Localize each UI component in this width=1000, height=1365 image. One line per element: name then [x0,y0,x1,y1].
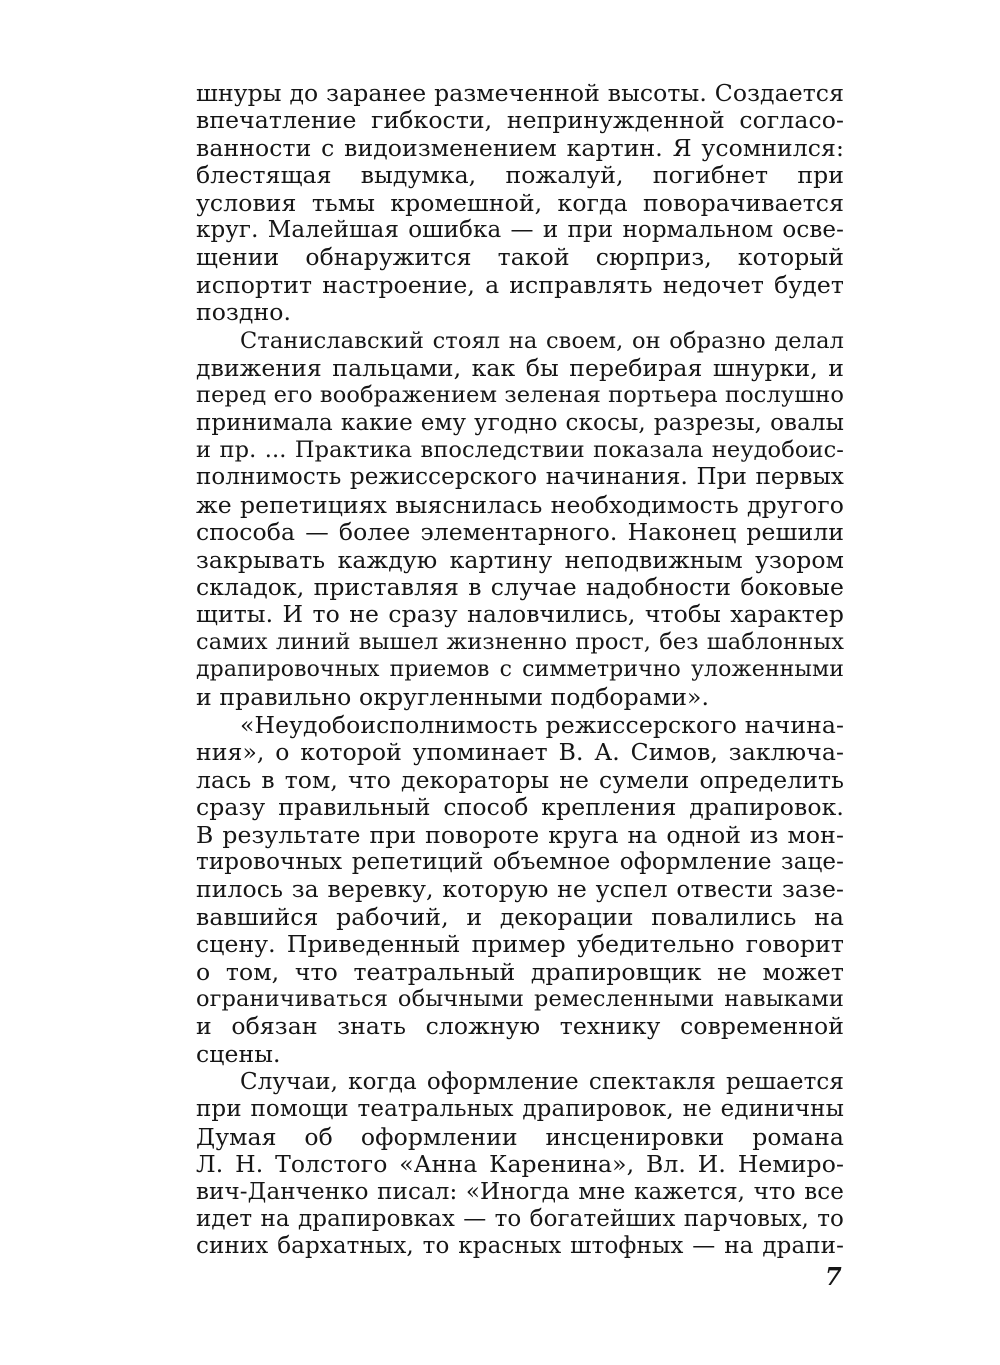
text-line: лась в том, что декораторы не сумели определить [196,765,844,794]
paragraph-1 [196,80,844,327]
text-line: условия тьмы кромешной, когда поворачивается [196,188,844,217]
text-line: пилось за веревку, которую не успел отвести зазе- [196,875,844,904]
paragraph-2 [196,328,844,711]
text-line: складок, приставляя в случае надобности боковые [196,573,844,602]
text-line: синих бархатных, то красных штофных — на драпи- [196,1233,844,1260]
text-line: вич-Данченко писал: «Иногда мне кажется, что все [196,1178,844,1205]
text-line: принимала какие ему угодно скосы, разрезы, овалы [196,409,844,436]
text-line: и обязан знать сложную технику современной [196,1012,844,1041]
text-line: «Неудобоисполнимость режиссерского начина- [240,710,844,739]
text-line: В результате при повороте круга на одной из мон- [196,820,844,849]
page-body [196,80,844,1262]
text-line: и правильно округленными подборами». [196,682,710,711]
text-line: круг. Малейшая ошибка — и при нормальном осве- [196,216,844,243]
text-line: ния», о которой упоминает В. А. Симов, заключа- [196,738,844,767]
text-line: шнуры до заранее размеченной высоты. Создается [196,79,844,107]
text-line: и пр. ... Практика впоследствии показала неудобоис- [196,437,844,464]
text-line: Думая об оформлении инсценировки романа [196,1122,844,1151]
text-line: впечатление гибкости, непринужденной согласо- [196,106,844,135]
text-line: идет на драпировках — то богатейших парчовых, то [196,1206,844,1233]
text-line: поздно. [196,298,292,327]
text-line: вавшийся рабочий, и декорации повалились на [196,902,844,931]
text-line: сцену. Приведенный пример убедительно говорит [196,930,844,959]
page-number: 7 [825,1262,842,1291]
text-line: Станиславский стоял на своем, он образно делал [240,327,844,354]
text-line: ограничиваться обычными ремесленными навыками [196,985,844,1012]
text-line: движения пальцами, как бы перебирая шнурки, и [196,353,844,382]
text-line: сцены. [196,1039,281,1068]
text-line: Случаи, когда оформление спектакля решается [240,1069,844,1096]
text-line: полнимость режиссерского начинания. При первых [196,464,844,491]
text-line: же репетициях выяснилась необходимость другого [196,490,844,519]
text-line: о том, что театральный драпировщик не может [196,957,844,986]
text-line: тировочных репетиций объемное оформление заце- [196,848,844,875]
text-line: драпировочных приемов с симметрично уложенными [196,657,844,683]
text-line: перед его воображением зеленая портьера послушно [196,382,844,409]
text-line: способа — более элементарного. Наконец решили [196,518,844,547]
text-line: испортит настроение, а исправлять недочет будет [196,270,844,299]
text-line: сразу правильный способ крепления драпировок. [196,793,844,822]
text-line: ванности с видоизменением картин. Я усомнился: [196,133,844,162]
text-line: блестящая выдумка, пожалуй, погибнет при [196,161,844,190]
paragraph-3 [196,712,844,1068]
text-line: щении обнаружится такой сюрприз, который [196,243,844,272]
text-line: Л. Н. Толстого «Анна Каренина», Вл. И. Немиро- [196,1150,844,1179]
text-line: щиты. И то не сразу наловчились, чтобы характер [196,600,844,629]
paragraph-4 [196,1069,844,1261]
text-line: закрывать каждую картину неподвижным узором [196,545,844,574]
text-line: самих линий вышел жизненно прост, без шаблонных [196,628,844,655]
text-line: при помощи театральных драпировок, не единичны [196,1096,844,1123]
